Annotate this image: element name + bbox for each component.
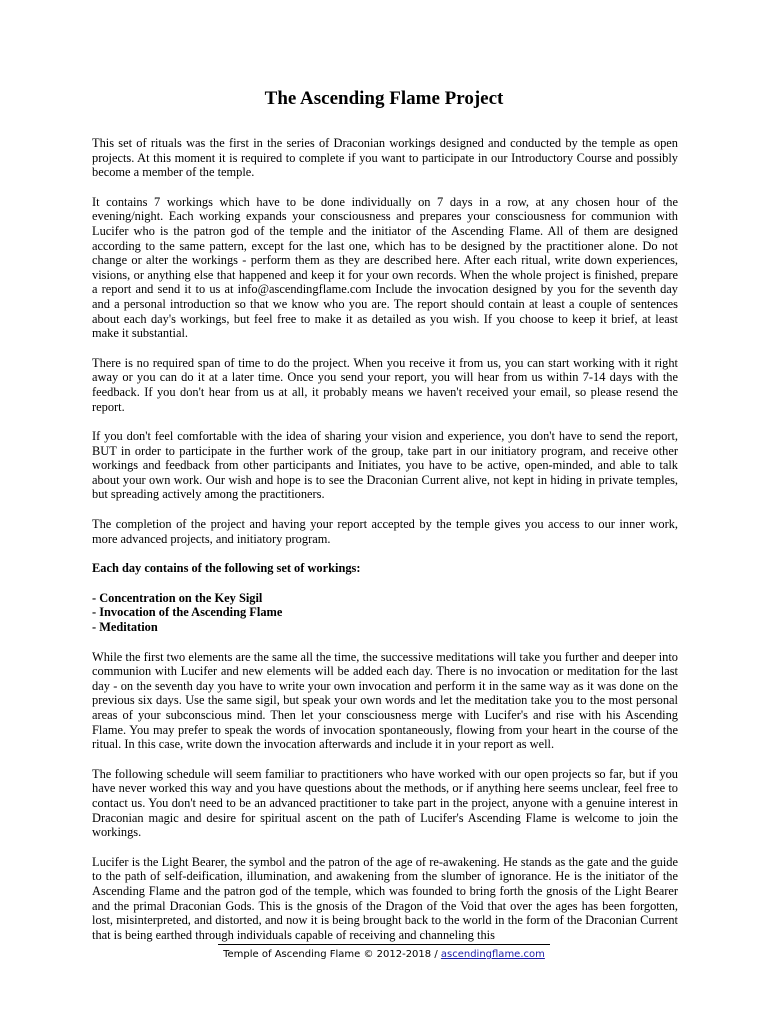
paragraph-workings-description: It contains 7 workings which have to be done individually on 7 days in a row, at any chosen hour of the evening/night. Each working expands your consciousness and prepares your consciousness for communion with Lucifer who is the patron god of the temple and the initiator of the Ascending Flame. All of them are designed according to the same pattern, except for the last one, which has to be designed by the practitioner alone. Do not change or alter the workings - perform them as they are described here. After each ritual, write down experiences, visions, or anything else that happened and keep it for your own records. When the whole project is finished, prepare a report and send it to us at info@ascendingflame.com Include the invocation designed by you for the seventh day and a personal introduction so that we know who you are. The report should contain at least a couple of sentences about each day's workings, but feel free to make it as detailed as you wish. If you choose to keep it brief, at least make it substantial. [92,194,678,341]
document-title: The Ascending Flame Project [264,88,504,109]
paragraph-meditations: While the first two elements are the same all the time, the successive meditations will take you further and deeper into communion with Lucifer and new elements will be added each day. There is no invocation or meditation for the last day - on the seventh day you have to write your own invocation and perform it in the same way as it was done on the previous six days. Use the same sigil, but speak your own words and let the meditation take you to the most personal areas of your subconscious mind. Then let your consciousness merge with Lucifer's and rise with his Ascending Flame. You may prefer to speak the words of invocation spontaneously, flowing from your heart in the course of the ritual. In this case, write down the invocation afterwards and include it in your report as well. [92,649,678,752]
list-item: - Meditation [92,620,158,635]
paragraph-sharing: If you don't feel comfortable with the idea of sharing your vision and experience, you don't have to send the report, BUT in order to participate in the further work of the group, take part in our initiatory program, and receive other workings and feedback from other participants and Initiates, you have to be active, open-minded, and able to talk about your own work. Our wish and hope is to see the Draconian Current alive, not kept in hiding in private temples, but spreading actively among the practitioners. [92,429,678,502]
footer-copyright: Temple of Ascending Flame © 2012-2018 / [223,949,441,960]
footer-link[interactable]: ascendingflame.com [440,949,545,960]
paragraph-schedule: The following schedule will seem familiar to practitioners who have worked with our open projects so far, but if you have never worked this way and you have questions about the methods, or if anything here seems unclear, feel free to contact us. You don't need to be an advanced practitioner to take part in the project, anyone with a genuine interest in Draconian magic and desire for spiritual ascent on the path of Lucifer's Ascending Flame is welcome to join the workings. [92,766,678,840]
paragraph-intro: This set of rituals was the first in the series of Draconian workings designed and conducted by the temple as open projects. At this moment it is required to complete if you want to participate in our Introductory Course and possibly become a member of the temple. [92,136,678,180]
list-item: - Concentration on the Key Sigil [92,590,263,605]
list-item: - Invocation of the Ascending Flame [92,605,283,620]
paragraph-completion: The completion of the project and having your report accepted by the temple gives you access to our inner work, more advanced projects, and initiatory program. [92,517,678,546]
page-footer [218,944,550,960]
workings-list [92,591,678,635]
paragraph-lucifer: Lucifer is the Light Bearer, the symbol and the patron of the age of re-awakening. He stands as the gate and the guide to the path of self-deification, illumination, and awakening from the slumber of ignorance. He is the initiator of the Ascending Flame and the patron god of the temple, which was founded to bring forth the gnosis of the Light Bearer and the primal Draconian Gods. This is the gnosis of the Dragon of the Void that over the ages has been forgotten, lost, misinterpreted, and distorted, and now it is being brought back to the world in the form of the Draconian Current that is being earthed through individuals capable of receiving and channeling this [92,854,678,942]
document-body [92,136,678,957]
paragraph-timing: There is no required span of time to do the project. When you receive it from us, you can start working with it right away or you can do it at a later time. Once you send your report, you will hear from us within 7-14 days with the feedback. If you don't hear from us at all, it probably means we haven't received your email, so please resend the report. [92,355,678,414]
workings-heading: Each day contains of the following set of workings: [92,561,361,576]
